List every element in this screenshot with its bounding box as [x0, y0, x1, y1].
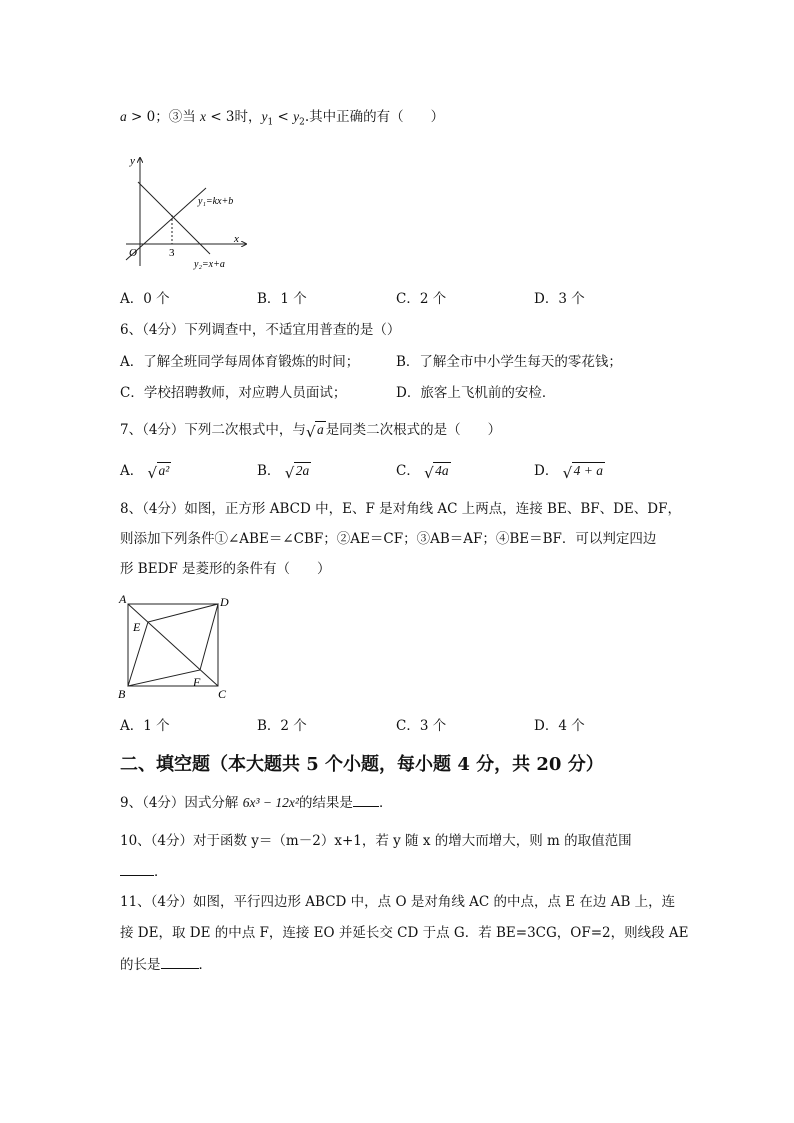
q10-answer-blank[interactable]	[120, 861, 154, 876]
q7-option-b-radical: √ 2a	[284, 463, 310, 482]
q11-stem-line-3	[120, 954, 212, 975]
q5-option-d: D．3 个	[534, 291, 585, 307]
q9-post: 的结果是	[298, 795, 353, 811]
q5-text-2: < 3时，	[206, 109, 262, 125]
q5-var-y2: y	[293, 109, 300, 124]
q8-label-f: F	[193, 675, 201, 689]
q7-option-a-radicand: a²	[158, 463, 170, 478]
q7-option-b-radicand: 2a	[295, 463, 310, 478]
q5-text-1: > 0；③当	[126, 109, 201, 125]
q7-option-a-label: A．	[120, 463, 144, 479]
q7-option-d-radicand: 4 + a	[573, 463, 603, 478]
q11-end: ．	[198, 957, 212, 973]
q5-label-x: x	[234, 233, 239, 245]
q5-var-y1: y	[261, 109, 268, 124]
q5-label-line2: y₁=kx+b	[198, 196, 234, 207]
q8-option-a: A．1 个	[120, 718, 170, 734]
q7-option-c-radical: √ 4a	[424, 463, 449, 482]
q8-option-d: D．4 个	[534, 718, 585, 734]
q10-stem-line-1: 10、（4分）对于函数 y＝（m－2）x+1，若 y 随 x 的增大而增大，则 m 的取值范围	[120, 833, 632, 849]
q5-label-tick: 3	[169, 247, 175, 259]
q9-answer-blank[interactable]	[353, 792, 379, 807]
q9-expression: 6x³ − 12x²	[242, 795, 299, 810]
q7-option-c-label: C．	[396, 463, 420, 479]
q7-stem-radical: √ a	[305, 422, 324, 441]
q5-var-x: x	[200, 109, 207, 124]
q7-stem	[120, 420, 501, 440]
q9-pre: 9、（4分）因式分解	[120, 795, 243, 811]
q5-option-b: B．1 个	[257, 291, 307, 307]
q5-sub-1: 1	[267, 117, 274, 128]
q8-figure	[114, 590, 240, 706]
q5-option-c: C．2 个	[396, 291, 447, 307]
q8-label-d: D	[220, 595, 229, 609]
q11-stem-line-1: 11、（4分）如图，平行四边形 ABCD 中，点 O 是对角线 AC 的中点，点 E 在边 AB 上，连	[120, 894, 676, 910]
q8-label-e: E	[133, 620, 141, 634]
q7-option-b	[257, 461, 311, 481]
q5-text-4: .其中正确的有（ ）	[304, 109, 445, 125]
q7-option-d	[534, 461, 605, 481]
q8-option-b: B．2 个	[257, 718, 307, 734]
q7-option-c	[396, 461, 451, 481]
q7-stem-pre: 7、（4分）下列二次根式中，与	[120, 422, 306, 438]
q9-stem	[120, 792, 392, 813]
q11-answer-blank[interactable]	[161, 954, 199, 969]
q7-option-d-label: D．	[534, 463, 559, 479]
q7-stem-post: 是同类二次根式的是（ ）	[325, 422, 502, 438]
q6-option-c: C．学校招聘教师，对应聘人员面试；	[120, 385, 347, 401]
q6-option-a: A．了解全班同学每周体育锻炼的时间；	[120, 354, 360, 370]
q8-label-a: A	[119, 592, 127, 606]
q5-stem	[120, 107, 444, 133]
q10-stem-line-2	[120, 861, 168, 882]
q5-label-y: y	[130, 155, 135, 167]
q5-label-line1: y₂=x+a	[194, 259, 225, 270]
q10-end: ．	[154, 864, 168, 880]
q7-option-c-radicand: 4a	[435, 463, 449, 478]
q5-text-3: <	[273, 109, 294, 125]
q6-stem: 6、（4分）下列调查中，不适宜用普查的是（）	[120, 322, 401, 338]
q6-option-d: D．旅客上飞机前的安检．	[396, 385, 556, 401]
q11-pre: 的长是	[120, 957, 161, 973]
q7-option-a-radical: √ a²	[147, 463, 170, 482]
q8-stem-line-1: 8、（4分）如图，正方形 ABCD 中，E、F 是对角线 AC 上两点，连接 BE、BF、DE、DF，	[120, 501, 681, 517]
q8-option-c: C．3 个	[396, 718, 447, 734]
q5-sub-2: 2	[299, 117, 305, 128]
q7-option-b-label: B．	[257, 463, 281, 479]
q5-line-y1	[138, 182, 210, 254]
q5-graph	[118, 150, 258, 275]
q8-stem-line-3: 形 BEDF 是菱形的条件有（ ）	[120, 561, 331, 577]
q5-var-a: a	[120, 109, 127, 124]
q7-option-a	[120, 461, 171, 481]
q8-diagonal-ac	[128, 604, 218, 686]
q8-stem-line-2: 则添加下列条件①∠ABE＝∠CBF；②AE＝CF；③AB＝AF；④BE＝BF．可以判定四边	[120, 531, 657, 547]
q9-end: ．	[378, 795, 393, 811]
q8-label-c: C	[218, 687, 227, 701]
q7-stem-radicand: a	[316, 422, 324, 437]
q5-option-a: A．0 个	[120, 291, 170, 307]
q7-option-d-radical: √ 4 + a	[562, 463, 603, 482]
q5-label-origin: O	[129, 247, 137, 259]
q5-line-y2	[126, 188, 206, 260]
q11-stem-line-2: 接 DE，取 DE 的中点 F，连接 EO 并延长交 CD 于点 G．若 BE=3CG，OF=2，则线段 AE	[120, 925, 689, 941]
q8-label-b: B	[118, 687, 126, 701]
q6-option-b: B．了解全市中小学生每天的零花钱；	[396, 354, 622, 370]
section-heading: 二、填空题（本大题共 5 个小题，每小题 4 分，共 20 分）	[120, 754, 604, 775]
